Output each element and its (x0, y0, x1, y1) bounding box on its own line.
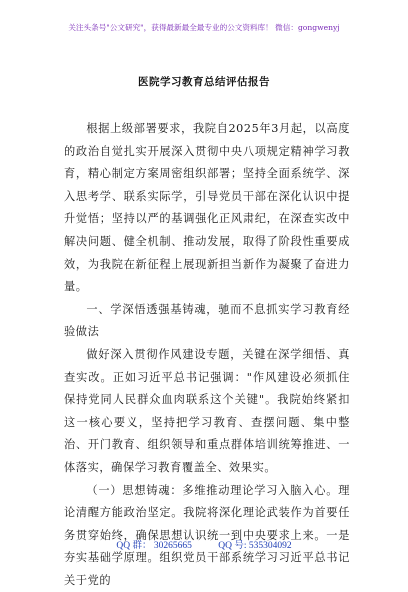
qq-group-number: QQ 群： 30265665 (116, 537, 191, 551)
section-heading: 一、学深悟透强基铸魂，驰而不息抓实学习教育经验做法 (64, 299, 350, 344)
qq-account-number: QQ 号: 535304092 (218, 537, 291, 551)
body-paragraph: 根据上级部署要求，我院自2025年3月起，以高度的政治自觉扎实开展深入贯彻中央八项规定精神学习教育，精心制定方案周密组织部署；坚持全面系统学、深入思考学、联系实际学，引导党员干部在深化认识中提升觉悟；坚持以严的基调强化正风肃纪，在深查实改中解决问题、健全机制、推动发展，取得了阶段性重要成效，为我院在新征程上展现新担当新作为凝聚了奋进力量。 (64, 118, 350, 299)
document-body (64, 118, 350, 592)
promo-banner: 关注头条号"公文研究"，获得最新最全最专业的公文资料库！ 微信：gongwenyj (0, 22, 408, 33)
contact-footer (0, 537, 408, 551)
subsection-paragraph: （一）思想铸魂：多维推动理论学习入脑入心。理论清醒方能政治坚定。我院将深化理论武装作为首要任务贯穿始终，确保思想认识统一到中央要求上来。一是夯实基础学原理。组织党员干部系统学习习近平总书记关于党的 (64, 480, 350, 592)
body-paragraph: 做好深入贯彻作风建设专题，关键在深学细悟、真查实改。正如习近平总书记强调："作风建设必须抓住保持党同人民群众血肉联系这个关键"。我院始终紧扣这一核心要义，坚持把学习教育、查摆问题、集中整治、开门教育、组织领导和重点群体培训统筹推进、一体落实，确保学习教育覆盖全、效果实。 (64, 344, 350, 480)
document-title: 医院学习教育总结评估报告 (0, 74, 408, 89)
